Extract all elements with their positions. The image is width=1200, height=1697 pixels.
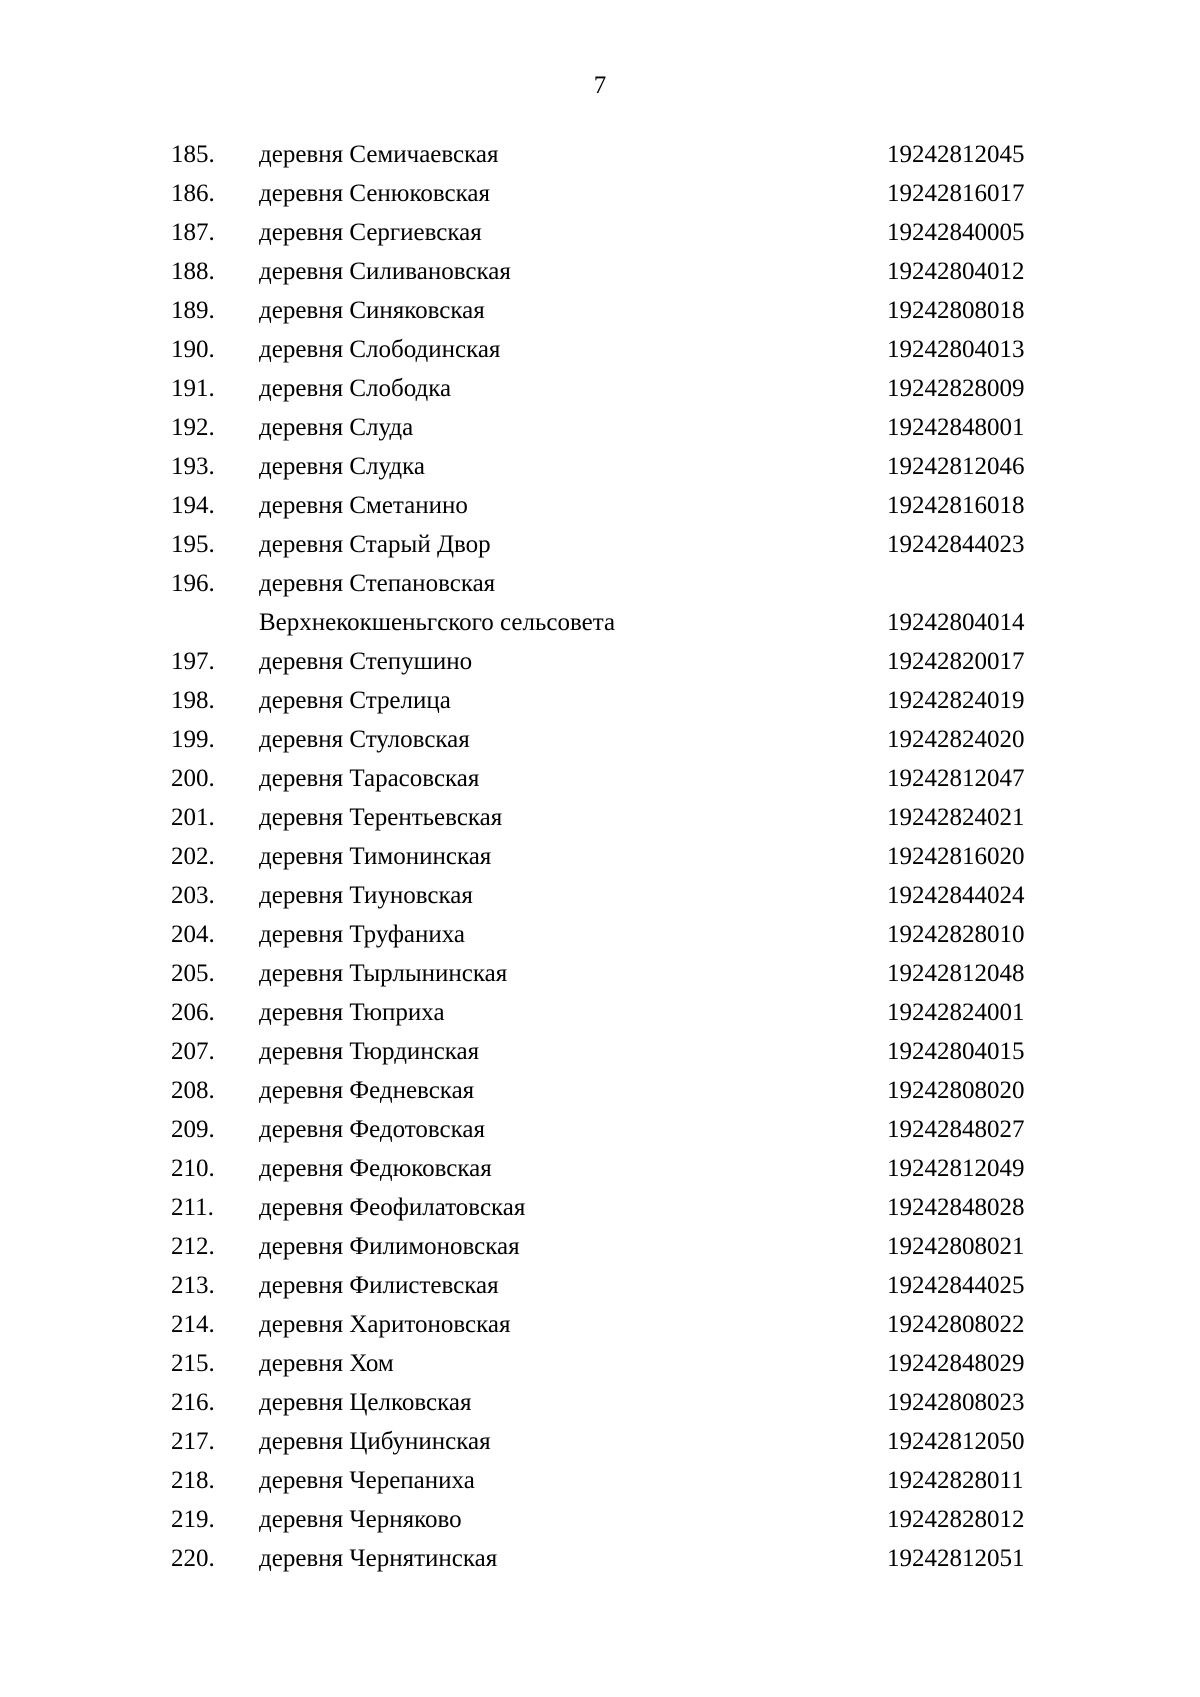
- settlement-code: 19242844024: [887, 882, 1025, 909]
- entry-number: 193.: [171, 453, 215, 480]
- entry-number: 209.: [171, 1116, 215, 1143]
- entry-number: 196.: [171, 570, 215, 597]
- settlement-name: деревня Черняково: [259, 1506, 462, 1533]
- list-item: [0, 486, 1200, 525]
- settlement-name: деревня Феофилатовская: [259, 1194, 526, 1221]
- entry-number: 187.: [171, 219, 215, 246]
- entry-number: 206.: [171, 999, 215, 1026]
- entry-number: 199.: [171, 726, 215, 753]
- settlement-name: деревня Федневская: [259, 1077, 475, 1104]
- list-item: [0, 954, 1200, 993]
- entry-number: 185.: [171, 141, 215, 168]
- entry-number: 189.: [171, 297, 215, 324]
- list-item: [0, 720, 1200, 759]
- settlement-name: деревня Тарасовская: [259, 765, 480, 792]
- list-item: [0, 876, 1200, 915]
- entry-number: 191.: [171, 375, 215, 402]
- settlement-name-continuation: Верхнекокшеньгского сельсовета: [259, 609, 616, 636]
- entry-number: 205.: [171, 960, 215, 987]
- entry-number: 220.: [171, 1545, 215, 1572]
- settlement-code: 19242824020: [887, 726, 1025, 753]
- settlement-code: 19242816017: [887, 180, 1025, 207]
- settlement-name: деревня Степушино: [259, 648, 473, 675]
- settlement-name: деревня Федюковская: [259, 1155, 492, 1182]
- settlement-name: деревня Сметанино: [259, 492, 468, 519]
- entry-number: 192.: [171, 414, 215, 441]
- settlement-code: 19242812048: [887, 960, 1025, 987]
- settlement-name: деревня Труфаниха: [259, 921, 466, 948]
- list-item: [0, 408, 1200, 447]
- settlement-name: деревня Тимонинская: [259, 843, 492, 870]
- list-item: [0, 915, 1200, 954]
- list-item: [0, 1383, 1200, 1422]
- settlement-name: деревня Тюприха: [259, 999, 445, 1026]
- list-item: [0, 525, 1200, 564]
- list-item: [0, 1344, 1200, 1383]
- entry-number: 212.: [171, 1233, 215, 1260]
- settlement-code: 19242816018: [887, 492, 1025, 519]
- settlement-code: 19242804012: [887, 258, 1025, 285]
- list-item: [0, 369, 1200, 408]
- entry-number: 217.: [171, 1428, 215, 1455]
- entry-number: 211.: [171, 1194, 214, 1221]
- settlement-name: деревня Стрелица: [259, 687, 451, 714]
- list-item: [0, 135, 1200, 174]
- list-item: [0, 798, 1200, 837]
- settlement-code: 19242840005: [887, 219, 1025, 246]
- list-item: [0, 1500, 1200, 1539]
- list-item: [0, 681, 1200, 720]
- settlement-code: 19242820017: [887, 648, 1025, 675]
- settlement-name: деревня Старый Двор: [259, 531, 491, 558]
- entry-number: 215.: [171, 1350, 215, 1377]
- entry-number: 197.: [171, 648, 215, 675]
- settlement-code: 19242828009: [887, 375, 1025, 402]
- settlement-name: деревня Филимоновская: [259, 1233, 520, 1260]
- list-item: [0, 1071, 1200, 1110]
- settlement-code: 19242828011: [887, 1467, 1024, 1494]
- settlement-code: 19242812045: [887, 141, 1025, 168]
- list-item: [0, 291, 1200, 330]
- list-item: [0, 213, 1200, 252]
- entry-number: 188.: [171, 258, 215, 285]
- entry-number: 216.: [171, 1389, 215, 1416]
- list-item: [0, 1110, 1200, 1149]
- list-item: [0, 1422, 1200, 1461]
- settlement-name: деревня Терентьевская: [259, 804, 503, 831]
- entry-number: 210.: [171, 1155, 215, 1182]
- settlement-code: 19242848028: [887, 1194, 1025, 1221]
- entry-number: 214.: [171, 1311, 215, 1338]
- settlement-code: 19242844025: [887, 1272, 1025, 1299]
- settlement-code: 19242808022: [887, 1311, 1025, 1338]
- settlement-code: 19242804015: [887, 1038, 1025, 1065]
- list-item: [0, 330, 1200, 369]
- settlement-name: деревня Филистевская: [259, 1272, 499, 1299]
- list-item: [0, 993, 1200, 1032]
- list-item: [0, 1305, 1200, 1344]
- settlement-name: деревня Федотовская: [259, 1116, 485, 1143]
- list-item: [0, 1266, 1200, 1305]
- settlement-name: деревня Харитоновская: [259, 1311, 511, 1338]
- list-item: [0, 642, 1200, 681]
- entry-number: 195.: [171, 531, 215, 558]
- entry-number: 202.: [171, 843, 215, 870]
- settlement-code: 19242824019: [887, 687, 1025, 714]
- list-item: [0, 837, 1200, 876]
- settlement-name: деревня Слободинская: [259, 336, 501, 363]
- settlement-name: деревня Чернятинская: [259, 1545, 498, 1572]
- list-item: [0, 1188, 1200, 1227]
- entry-number: 219.: [171, 1506, 215, 1533]
- settlement-code: 19242812051: [887, 1545, 1025, 1572]
- list-item: [0, 1149, 1200, 1188]
- settlement-name: деревня Слуда: [259, 414, 414, 441]
- list-item: [0, 1539, 1200, 1578]
- settlement-code: 19242808021: [887, 1233, 1025, 1260]
- entry-number: 213.: [171, 1272, 215, 1299]
- list-item: [0, 447, 1200, 486]
- settlement-code: 19242804014: [887, 609, 1025, 636]
- settlement-list: [0, 135, 1200, 1578]
- list-item: [0, 564, 1200, 642]
- settlement-code: 19242812050: [887, 1428, 1025, 1455]
- entry-number: 200.: [171, 765, 215, 792]
- entry-number: 194.: [171, 492, 215, 519]
- settlement-name: деревня Слудка: [259, 453, 426, 480]
- settlement-name: деревня Стуловская: [259, 726, 470, 753]
- settlement-name: деревня Силивановская: [259, 258, 511, 285]
- entry-number: 198.: [171, 687, 215, 714]
- settlement-name: деревня Слободка: [259, 375, 452, 402]
- entry-number: 207.: [171, 1038, 215, 1065]
- settlement-code: 19242812049: [887, 1155, 1025, 1182]
- settlement-name: деревня Сенюковская: [259, 180, 490, 207]
- list-item: [0, 759, 1200, 798]
- entry-number: 208.: [171, 1077, 215, 1104]
- settlement-name: деревня Тиуновская: [259, 882, 473, 909]
- settlement-name: деревня Степановская: [259, 570, 496, 597]
- list-item: [0, 252, 1200, 291]
- list-item: [0, 174, 1200, 213]
- list-item: [0, 1032, 1200, 1071]
- settlement-code: 19242804013: [887, 336, 1025, 363]
- settlement-name: деревня Тюрдинская: [259, 1038, 480, 1065]
- page-number: 7: [593, 72, 607, 99]
- settlement-code: 19242848029: [887, 1350, 1025, 1377]
- entry-number: 190.: [171, 336, 215, 363]
- settlement-code: 19242812046: [887, 453, 1025, 480]
- settlement-name: деревня Хом: [259, 1350, 394, 1377]
- settlement-name: деревня Целковская: [259, 1389, 472, 1416]
- settlement-code: 19242824001: [887, 999, 1025, 1026]
- settlement-name: деревня Черепаниха: [259, 1467, 475, 1494]
- settlement-code: 19242828012: [887, 1506, 1025, 1533]
- settlement-code: 19242848027: [887, 1116, 1025, 1143]
- list-item: [0, 1461, 1200, 1500]
- settlement-code: 19242808020: [887, 1077, 1025, 1104]
- settlement-code: 19242808023: [887, 1389, 1025, 1416]
- settlement-name: деревня Сергиевская: [259, 219, 482, 246]
- entry-number: 204.: [171, 921, 215, 948]
- settlement-code: 19242812047: [887, 765, 1025, 792]
- settlement-code: 19242824021: [887, 804, 1025, 831]
- list-item: [0, 1227, 1200, 1266]
- entry-number: 203.: [171, 882, 215, 909]
- settlement-code: 19242828010: [887, 921, 1025, 948]
- settlement-code: 19242816020: [887, 843, 1025, 870]
- settlement-name: деревня Тырлынинская: [259, 960, 508, 987]
- settlement-name: деревня Синяковская: [259, 297, 485, 324]
- settlement-name: деревня Семичаевская: [259, 141, 499, 168]
- entry-number: 218.: [171, 1467, 215, 1494]
- settlement-name: деревня Цибунинская: [259, 1428, 491, 1455]
- settlement-code: 19242808018: [887, 297, 1025, 324]
- entry-number: 186.: [171, 180, 215, 207]
- entry-number: 201.: [171, 804, 215, 831]
- settlement-code: 19242848001: [887, 414, 1025, 441]
- settlement-code: 19242844023: [887, 531, 1025, 558]
